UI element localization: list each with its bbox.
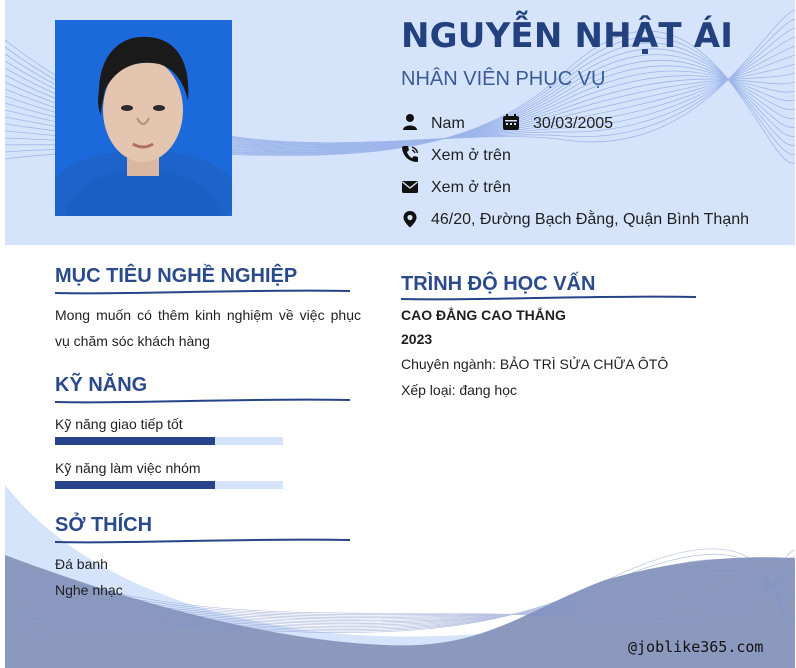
- skills-title: KỸ NĂNG: [55, 374, 148, 396]
- job-position: NHÂN VIÊN PHỤC VỤ: [401, 68, 606, 90]
- calendar-icon: [502, 113, 520, 131]
- major-value: BẢO TRÌ SỬA CHỮA ÔTÔ: [499, 356, 669, 372]
- skill-bar-fill: [55, 481, 215, 489]
- email-value: Xem ở trên: [431, 179, 511, 196]
- skill-bar: [55, 481, 283, 489]
- objective-title: MỤC TIÊU NGHỀ NGHIỆP: [55, 265, 298, 287]
- skill-bar-fill: [55, 437, 215, 445]
- candidate-name: NGUYỄN NHẬT ÁI: [401, 16, 734, 56]
- cv-page: [5, 0, 795, 668]
- profile-photo: [55, 20, 232, 216]
- graduation-year: 2023: [401, 331, 433, 347]
- rank-label: Xếp loại:: [401, 382, 456, 398]
- address-value: 46/20, Đường Bạch Đằng, Quận Bình Thạnh: [431, 211, 750, 228]
- objective-text: Mong muốn có thêm kinh nghiệm về việc phục vụ chăm sóc khách hàng: [55, 307, 361, 349]
- skill-label: Kỹ năng giao tiếp tốt: [55, 416, 183, 432]
- user-icon: [401, 113, 419, 131]
- skill-label: Kỹ năng làm việc nhóm: [55, 460, 201, 476]
- hobby-item: Nghe nhạc: [55, 582, 123, 598]
- objective-underline: [55, 287, 355, 297]
- hobbies-title: SỞ THÍCH: [55, 514, 153, 536]
- school-name: CAO ĐẲNG CAO THẮNG: [401, 307, 566, 323]
- major-line: [401, 351, 668, 377]
- rank-line: [401, 377, 517, 403]
- watermark: @joblike365.com: [628, 638, 764, 656]
- skill-bar: [55, 437, 283, 445]
- rank-value: đang học: [459, 382, 517, 398]
- phone-icon: [401, 145, 419, 163]
- birthdate-value: 30/03/2005: [533, 115, 614, 132]
- envelope-icon: [401, 178, 419, 196]
- gender-value: Nam: [431, 115, 465, 132]
- phone-value: Xem ở trên: [431, 147, 511, 164]
- map-pin-icon: [401, 210, 419, 228]
- hobby-item: Đá banh: [55, 556, 108, 572]
- hobbies-underline: [55, 536, 355, 546]
- major-label: Chuyên ngành:: [401, 356, 496, 372]
- skills-underline: [55, 396, 355, 406]
- education-title: TRÌNH ĐỘ HỌC VẤN: [401, 273, 596, 295]
